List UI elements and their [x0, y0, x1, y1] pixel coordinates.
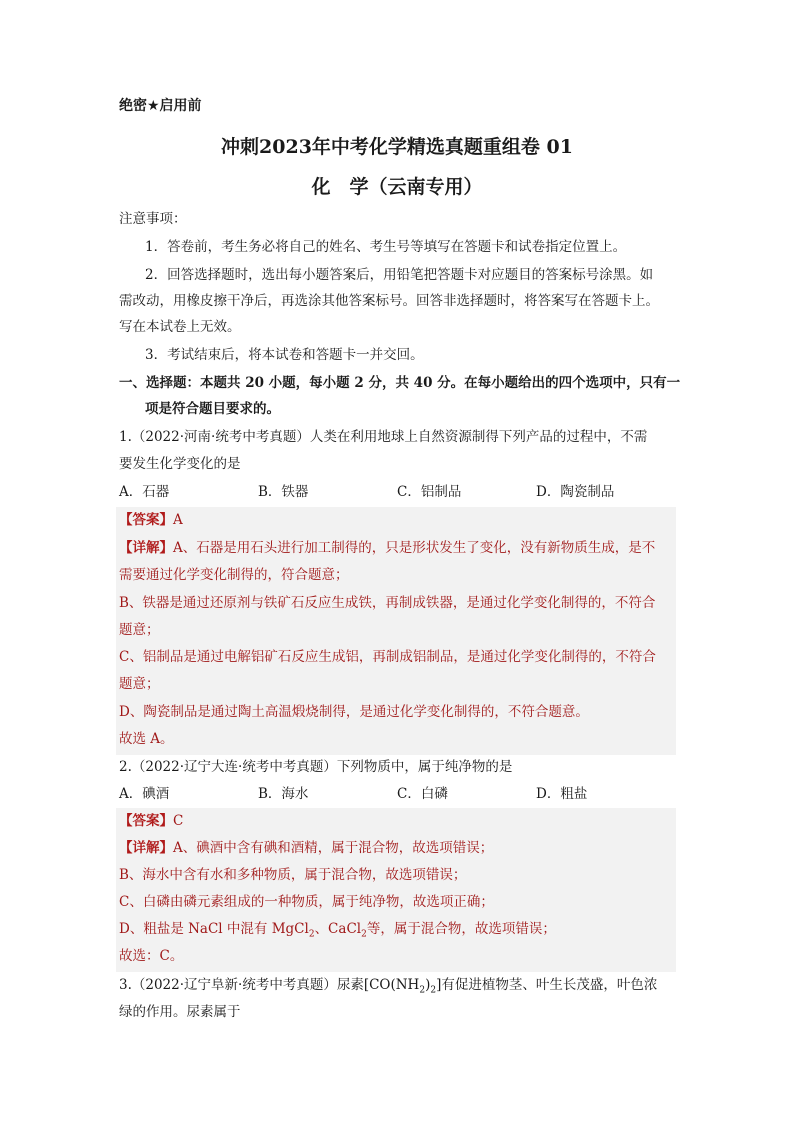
q1-option-b: B．铁器 — [258, 484, 309, 500]
q1-detail-line-3: B、铁器是通过还原剂与铁矿石反应生成铁，再制成铁器，是通过化学变化制得的，不符合 — [119, 595, 656, 611]
q1-conclusion: 故选 A。 — [119, 731, 174, 747]
q3-stem-line-1: 3.（2022·辽宁阜新·统考中考真题）尿素$[CO(NH_2)_2]$有促进植物茎、叶生长茂盛，叶色浓 — [119, 977, 658, 996]
q2-answer-box — [116, 808, 676, 972]
notice-item-3: 3．考试结束后，将本试卷和答题卡一并交回。 — [145, 347, 424, 363]
q1-detail-line-7: D、陶瓷制品是通过陶土高温煅烧制得，是通过化学变化制得的，不符合题意。 — [119, 704, 589, 720]
q1-stem-line-2: 要发生化学变化的是 — [119, 456, 241, 472]
q1-option-d: D．陶瓷制品 — [536, 484, 615, 500]
q2-detail-line-4: D、粗盐是 NaCl 中混有 MgCl$_2$、CaCl$_2$等，属于混合物，故选项错误； — [119, 921, 556, 940]
q2-detail-line-3: C、白磷由磷元素组成的一种物质，属于纯净物，故选项正确； — [119, 894, 494, 910]
exam-title: 冲刺2023年中考化学精选真题重组卷 01 — [221, 136, 573, 158]
q1-option-a: A．石器 — [119, 484, 170, 500]
q2-option-c: C．白磷 — [397, 786, 448, 802]
notice-heading: 注意事项： — [119, 211, 187, 227]
notice-item-2-line-3: 写在本试卷上无效。 — [119, 319, 241, 335]
q1-detail-line-5: C、铝制品是通过电解铝矿石反应生成铝，再制成铝制品，是通过化学变化制得的，不符合 — [119, 649, 656, 665]
q2-detail-line-2: B、海水中含有水和多种物质，属于混合物，故选项错误； — [119, 867, 467, 883]
q2-answer: 【答案】C — [119, 813, 184, 829]
q1-detail-line-1: 【详解】A、石器是用石头进行加工制得的，只是形状发生了变化，没有新物质生成，是不 — [119, 540, 656, 556]
q1-detail-line-2: 需要通过化学变化制得的，符合题意； — [119, 567, 349, 583]
q2-stem: 2.（2022·辽宁大连·统考中考真题）下列物质中，属于纯净物的是 — [119, 759, 513, 775]
exam-subtitle: 化 学（云南专用） — [311, 176, 483, 198]
q2-option-a: A．碘酒 — [119, 786, 170, 802]
q1-stem-line-1: 1.（2022·河南·统考中考真题）人类在利用地球上自然资源制得下列产品的过程中，不需 — [119, 429, 648, 445]
notice-item-2-line-1: 2．回答选择题时，选出每小题答案后，用铅笔把答题卡对应题目的答案标号涂黑。如 — [145, 267, 654, 283]
q1-option-c: C．铝制品 — [397, 484, 462, 500]
section-heading-line-2: 项是符合题目要求的。 — [145, 401, 280, 417]
q2-conclusion: 故选：C。 — [119, 948, 184, 964]
q1-detail-line-6: 题意； — [119, 676, 160, 692]
q2-option-b: B．海水 — [258, 786, 309, 802]
confidential-mark: 绝密★启用前 — [119, 98, 202, 114]
q1-detail-line-4: 题意； — [119, 622, 160, 638]
q2-option-d: D．粗盐 — [536, 786, 588, 802]
notice-item-1: 1．答卷前，考生务必将自己的姓名、考生号等填写在答题卡和试卷指定位置上。 — [145, 239, 627, 255]
notice-item-2-line-2: 需改动，用橡皮擦干净后，再选涂其他答案标号。回答非选择题时，将答案写在答题卡上。 — [119, 293, 659, 309]
q2-detail-line-1: 【详解】A、碘酒中含有碘和酒精，属于混合物，故选项错误； — [119, 840, 494, 856]
q1-answer: 【答案】A — [119, 512, 183, 528]
q3-stem-line-2: 绿的作用。尿素属于 — [119, 1004, 241, 1020]
section-heading-line-1: 一、选择题：本题共 20 小题，每小题 2 分，共 40 分。在每小题给出的四个选项中，只有一 — [119, 375, 681, 391]
